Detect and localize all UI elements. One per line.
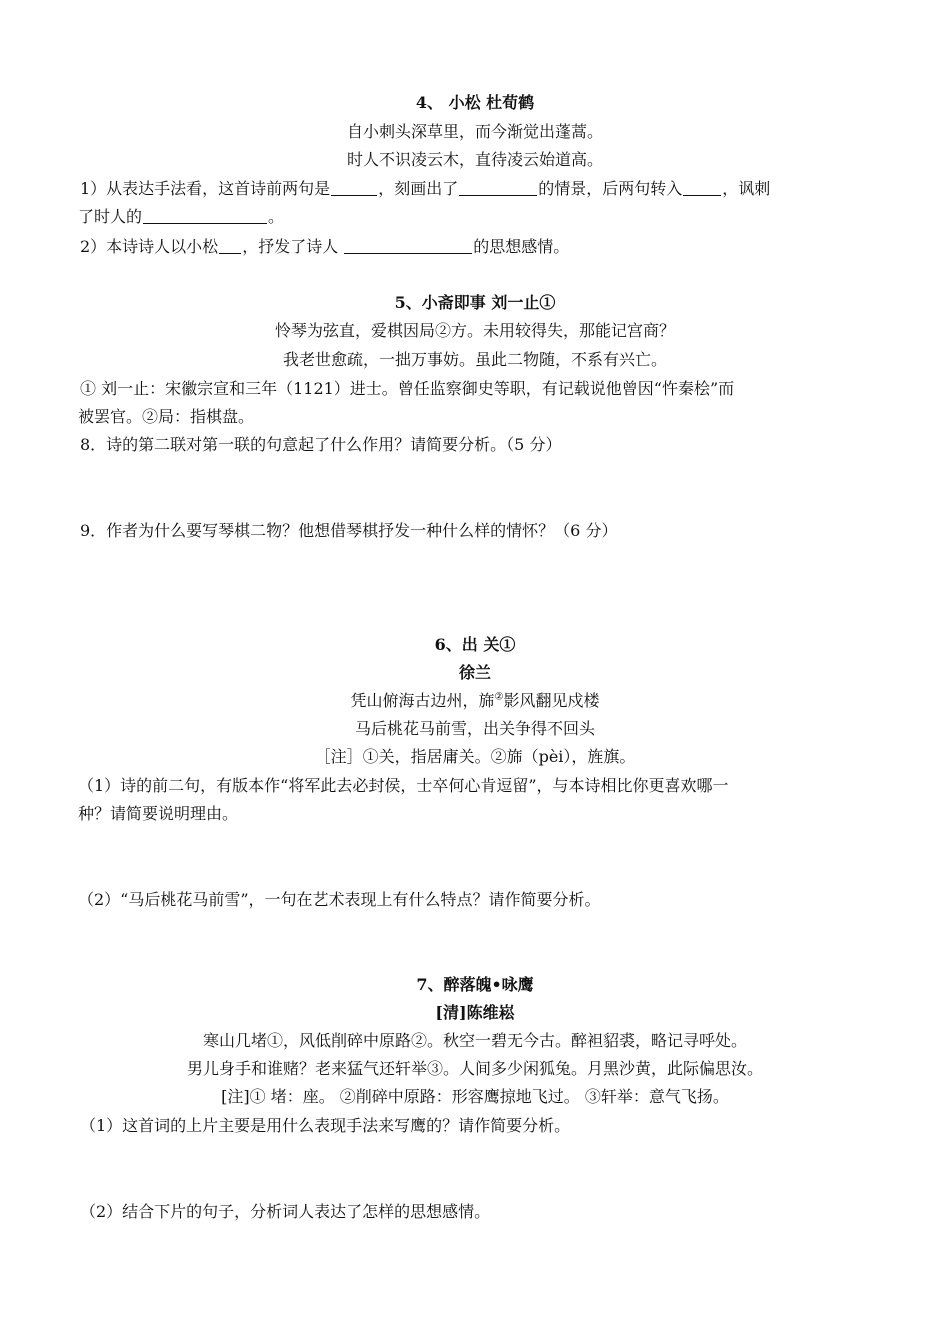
question-4-2-part-a: 2）本诗诗人以小松 <box>80 237 219 256</box>
question-4-2-part-c: 的思想感情。 <box>473 237 570 256</box>
poem-6-author: 徐兰 <box>458 663 491 682</box>
question-4-1-part-d: ，讽刺 <box>722 179 771 198</box>
poem-6-note: ［注］①关，指居庸关。②旆（pèi），旌旗。 <box>314 747 636 766</box>
question-9: 9．作者为什么要写琴棋二物？他想借琴棋抒发一种什么样的情怀？（6 分） <box>80 521 618 540</box>
question-4-2 <box>80 236 569 258</box>
question-4-1-part-a: 1）从表达手法看，这首诗前两句是 <box>80 179 331 198</box>
poem-7-note: [注]① 堵：座。 ②削碎中原路：形容鹰掠地飞过。 ③轩举：意气飞扬。 <box>221 1087 729 1106</box>
poem-6-title: 6、出 关① <box>434 635 516 654</box>
poem-5-note-line-1: ① 刘一止：宋徽宗宣和三年（1121）进士。曾任监察御史等职，有记载说他曾因“忤秦桧”而 <box>80 379 735 398</box>
poem-5-note-line-2: 被罢官。②局：指棋盘。 <box>78 407 255 426</box>
poem-6-verse-2: 马后桃花马前雪，出关争得不回头 <box>354 719 595 738</box>
question-8: 8．诗的第二联对第一联的句意起了什么作用？请简要分析。（5 分） <box>80 435 562 454</box>
answer-blank[interactable] <box>683 179 721 196</box>
question-6-1-line-1: （1）诗的前二句，有版本作“将军此去必封侯，士卒何心肯逗留”，与本诗相比你更喜欢哪一 <box>78 776 729 795</box>
answer-blank[interactable] <box>219 237 241 254</box>
question-4-1-part-f: 。 <box>268 207 285 226</box>
poem-6-verse-1-part-a: 凭山俯海古边州，旆 <box>350 691 495 710</box>
footnote-marker: ② <box>494 691 504 703</box>
poem-5-verse-1: 怜琴为弦直，爱棋因局②方。未用较得失，那能记宫商？ <box>274 321 675 340</box>
question-4-1-part-c: 的情景，后两句转入 <box>538 179 683 198</box>
question-6-2: （2）“马后桃花马前雪”，一句在艺术表现上有什么特点？请作简要分析。 <box>78 890 601 909</box>
question-4-1-line-1 <box>80 178 770 200</box>
answer-blank[interactable] <box>344 237 472 254</box>
poem-6-verse-1 <box>0 690 950 712</box>
answer-blank[interactable] <box>331 179 377 196</box>
question-4-2-part-b: ，抒发了诗人 <box>242 237 344 256</box>
question-7-1: （1）这首词的上片主要是用什么表现手法来写鹰的？请作简要分析。 <box>80 1116 571 1135</box>
poem-5-verse-2: 我老世愈疏，一拙万事妨。虽此二物随，不系有兴亡。 <box>282 350 667 369</box>
question-6-1-line-2: 种？请简要说明理由。 <box>78 804 239 823</box>
poem-7-verse-2: 男儿身手和谁赌？老来猛气还轩举③。人间多少闲狐兔。月黑沙黄，此际偏思汝。 <box>186 1059 763 1078</box>
question-7-2: （2）结合下片的句子，分析词人表达了怎样的思想感情。 <box>80 1202 491 1221</box>
poem-6-verse-1-part-b: 影风翻见戍楼 <box>503 691 600 710</box>
poem-4-verse-1: 自小刺头深草里，而今渐觉出蓬蒿。 <box>346 122 603 141</box>
poem-7-title: 7、醉落魄•咏鹰 <box>416 975 534 994</box>
answer-blank[interactable] <box>459 179 537 196</box>
poem-4-verse-2: 时人不识凌云木，直待凌云始道高。 <box>346 150 603 169</box>
question-4-1-part-e: 了时人的 <box>78 207 143 226</box>
poem-5-title: 5、小斋即事 刘一止① <box>394 293 556 312</box>
question-4-1-part-b: ，刻画出了 <box>378 179 459 198</box>
poem-7-author: [清]陈维崧 <box>435 1003 515 1022</box>
answer-blank[interactable] <box>143 207 267 224</box>
poem-7-verse-1: 寒山几堵①，风低削碎中原路②。秋空一碧无今古。醉袒貂裘，略记寻呼处。 <box>202 1031 747 1050</box>
question-4-1-line-2 <box>78 206 284 228</box>
poem-4-title: 4、 小松 杜荀鹤 <box>415 93 535 112</box>
